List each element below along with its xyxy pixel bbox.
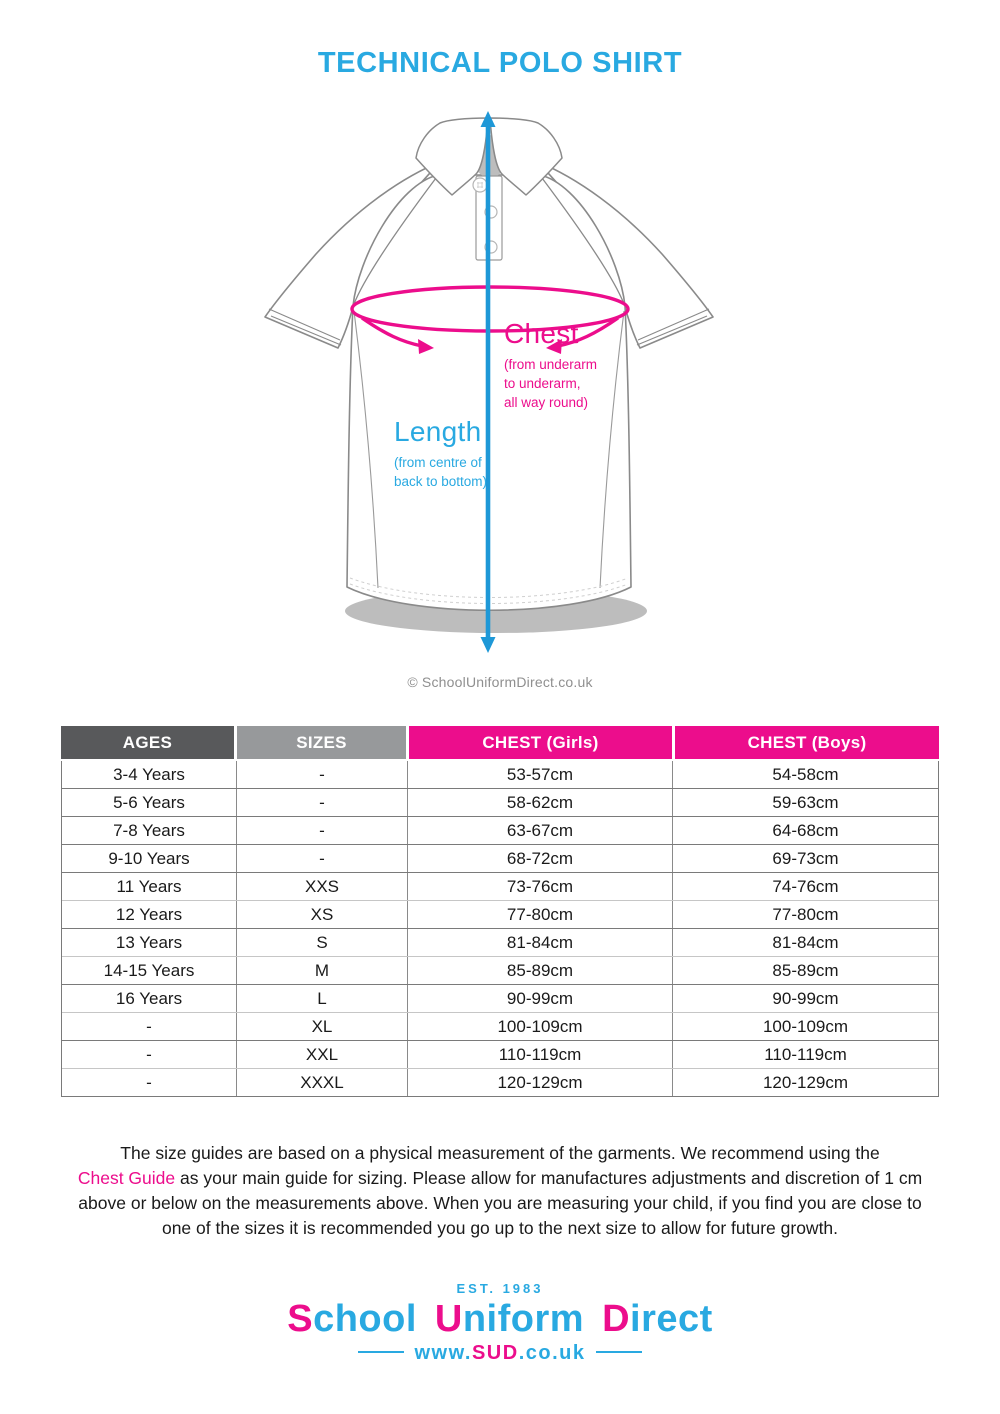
chest-measure-label <box>504 320 597 412</box>
cell-ages: 11 Years <box>62 873 237 900</box>
cell-sizes: M <box>237 957 408 984</box>
logo-initial: D <box>602 1298 631 1340</box>
logo-initial: S <box>287 1298 314 1340</box>
size-table <box>61 726 939 1097</box>
table-row <box>62 845 938 873</box>
cell-sizes: XL <box>237 1013 408 1040</box>
header-sizes: SIZES <box>237 726 406 759</box>
chest-label-sub: all way round) <box>504 395 589 410</box>
logo-word-rest: chool <box>313 1298 417 1340</box>
cell-chest-girls: 53-57cm <box>408 761 673 788</box>
cell-sizes: - <box>237 761 408 788</box>
chest-label-sub: to underarm, <box>504 376 581 391</box>
url-prefix: www. <box>414 1342 472 1364</box>
length-measure-label <box>394 418 487 491</box>
table-row <box>62 1069 938 1096</box>
cell-sizes: - <box>237 789 408 816</box>
cell-ages: 7-8 Years <box>62 817 237 844</box>
cell-ages: 9-10 Years <box>62 845 237 872</box>
logo-url-text <box>414 1342 585 1364</box>
cell-chest-boys: 69-73cm <box>772 849 839 868</box>
cell-sizes: XXXL <box>237 1069 408 1096</box>
cell-chest-girls: 77-80cm <box>408 901 673 928</box>
table-row <box>62 1013 938 1041</box>
cell-ages: - <box>62 1013 237 1040</box>
cell-chest-girls: 81-84cm <box>408 929 673 956</box>
url-brand: SUD <box>471 1342 519 1364</box>
note-line-4: one of the sizes it is recommended you go up to the next size to allow for future growth. <box>161 1218 839 1238</box>
table-row <box>62 873 938 901</box>
note-line-3: above or below on the measurements above. When you are measuring your child, if you find you are close to <box>78 1193 922 1213</box>
cell-chest-girls: 110-119cm <box>408 1041 673 1068</box>
header-chest-girls: CHEST (Girls) <box>409 726 672 759</box>
cell-chest-boys: 85-89cm <box>772 961 839 980</box>
cell-chest-girls: 85-89cm <box>408 957 673 984</box>
header-chest-boys: CHEST (Boys) <box>675 726 939 759</box>
table-row <box>62 817 938 845</box>
table-row <box>62 929 938 957</box>
logo-word-rest: irect <box>630 1298 713 1340</box>
note-line-2-rest: as your main guide for sizing. Please allow for manufactures adjustments and discretion of 1 cm <box>175 1168 923 1188</box>
cell-chest-girls: 100-109cm <box>408 1013 673 1040</box>
cell-sizes: XXS <box>237 873 408 900</box>
size-table-header <box>61 726 939 759</box>
chest-guide-highlight: Chest Guide <box>77 1168 176 1188</box>
sud-logo <box>0 1281 1000 1365</box>
polo-shirt-diagram <box>250 106 750 666</box>
cell-ages: - <box>62 1041 237 1068</box>
cell-chest-boys: 100-109cm <box>762 1017 849 1036</box>
logo-word-school <box>287 1298 417 1340</box>
cell-chest-boys: 90-99cm <box>772 989 839 1008</box>
polo-shirt-drawing <box>250 106 750 666</box>
cell-ages: 5-6 Years <box>62 789 237 816</box>
cell-chest-girls: 73-76cm <box>408 873 673 900</box>
table-row <box>62 789 938 817</box>
cell-chest-boys: 74-76cm <box>772 877 839 896</box>
length-arrowhead-bottom <box>481 637 496 653</box>
length-label-sub: back to bottom) <box>394 474 488 489</box>
cell-chest-girls: 90-99cm <box>408 985 673 1012</box>
logo-url <box>0 1342 1000 1365</box>
cell-chest-girls: 68-72cm <box>408 845 673 872</box>
copyright-line: © SchoolUniformDirect.co.uk <box>407 674 593 690</box>
table-row <box>62 901 938 929</box>
header-ages: AGES <box>61 726 234 759</box>
logo-est-text: EST. 1983 <box>456 1281 544 1296</box>
cell-ages: 12 Years <box>62 901 237 928</box>
length-label-sub: (from centre of <box>394 455 482 470</box>
cell-sizes: XS <box>237 901 408 928</box>
cell-chest-boys: 110-119cm <box>764 1045 847 1064</box>
cell-chest-boys: 64-68cm <box>772 821 839 840</box>
chest-label-sub: (from underarm <box>504 357 598 372</box>
sizing-note <box>40 1141 960 1241</box>
logo-word-uniform <box>435 1298 584 1340</box>
cell-chest-boys: 81-84cm <box>772 933 839 952</box>
table-row <box>62 1041 938 1069</box>
cell-sizes: S <box>237 929 408 956</box>
cell-chest-boys: 59-63cm <box>772 793 839 812</box>
cell-sizes: - <box>237 817 408 844</box>
cell-chest-girls: 63-67cm <box>408 817 673 844</box>
cell-chest-boys: 77-80cm <box>772 905 839 924</box>
logo-rule-right <box>596 1351 642 1353</box>
cell-chest-girls: 120-129cm <box>408 1069 673 1096</box>
cell-ages: 14-15 Years <box>62 957 237 984</box>
note-line-1: The size guides are based on a physical measurement of the garments. We recommend using the <box>120 1143 880 1163</box>
table-row <box>62 761 938 789</box>
cell-ages: 16 Years <box>62 985 237 1012</box>
table-row <box>62 985 938 1013</box>
note-line-2 <box>40 1166 960 1191</box>
logo-rule-left <box>358 1351 404 1353</box>
length-label-title: Length <box>394 416 482 447</box>
logo-word-direct <box>602 1298 713 1340</box>
cell-sizes: L <box>237 985 408 1012</box>
size-table-body <box>61 761 939 1097</box>
chest-label-title: Chest <box>504 318 579 349</box>
page-title: TECHNICAL POLO SHIRT <box>317 47 683 79</box>
cell-sizes: XXL <box>237 1041 408 1068</box>
cell-chest-boys: 120-129cm <box>762 1073 849 1092</box>
cell-ages: 3-4 Years <box>62 761 237 788</box>
logo-initial: U <box>434 1298 463 1340</box>
cell-ages: 13 Years <box>62 929 237 956</box>
logo-name <box>0 1298 1000 1341</box>
cell-chest-boys: 54-58cm <box>772 765 839 784</box>
url-suffix: .co.uk <box>518 1342 586 1364</box>
cell-ages: - <box>62 1069 237 1096</box>
cell-sizes: - <box>237 845 408 872</box>
button <box>473 178 487 192</box>
cell-chest-girls: 58-62cm <box>408 789 673 816</box>
logo-word-rest: niform <box>462 1298 585 1340</box>
table-row <box>62 957 938 985</box>
